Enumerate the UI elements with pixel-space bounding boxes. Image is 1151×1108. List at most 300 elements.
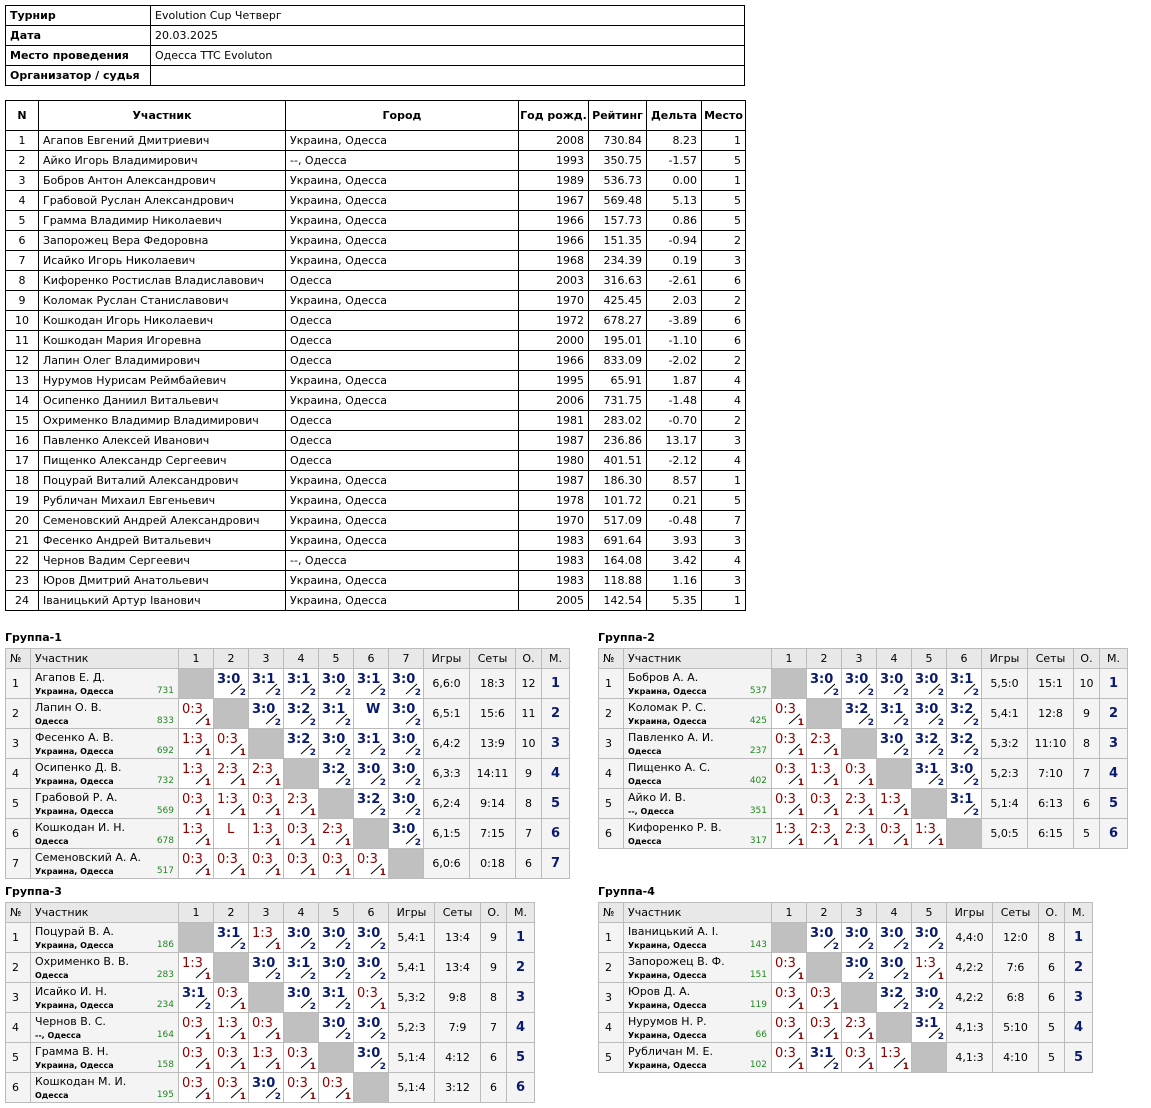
player-number: 4 [599, 759, 624, 789]
match-score: 0:3 [182, 702, 203, 717]
match-points: 1 [239, 748, 246, 758]
participant-cell: 536.73 [589, 171, 647, 191]
match-points: 1 [274, 808, 281, 818]
match-points: 2 [344, 1002, 351, 1012]
player-sets: 13:9 [470, 729, 516, 759]
player-sets: 6:15 [1028, 819, 1074, 849]
match-score: 3:0 [915, 926, 939, 941]
group-player-row [6, 669, 570, 699]
match-points: 1 [797, 838, 804, 848]
info-label: Дата [6, 26, 151, 46]
participant-cell: 2.03 [647, 291, 702, 311]
player-name: Исайко И. Н. [35, 985, 108, 998]
match-points: 1 [239, 778, 246, 788]
match-score: 3:0 [252, 1076, 276, 1091]
match-points: 2 [204, 1002, 211, 1012]
match-score: 0:3 [775, 1046, 796, 1061]
match-points: 1 [379, 868, 386, 878]
group-header-col: 1 [179, 903, 214, 923]
match-score: 0:3 [217, 986, 238, 1001]
participant-cell: 17 [6, 451, 39, 471]
player-sets: 12:8 [1028, 699, 1074, 729]
match-points: 1 [797, 1032, 804, 1042]
match-points: 1 [309, 1092, 316, 1102]
match-points: 2 [344, 748, 351, 758]
match-score: 3:0 [880, 732, 904, 747]
player-city: Украина, Одесса [628, 1061, 707, 1070]
match-result [284, 1043, 319, 1073]
match-result [912, 983, 947, 1013]
match-score: 0:3 [287, 1046, 308, 1061]
player-cell [624, 729, 772, 759]
group-header-row [6, 649, 570, 669]
participant-cell: 13 [6, 371, 39, 391]
match-score: 0:3 [775, 702, 796, 717]
group-header-col: 7 [389, 649, 424, 669]
participant-cell: Украина, Одесса [286, 131, 519, 151]
participant-cell: 13.17 [647, 431, 702, 451]
participant-cell: 19 [6, 491, 39, 511]
player-sets: 0:18 [470, 849, 516, 879]
match-score: 3:0 [322, 1016, 346, 1031]
participant-cell: Украина, Одесса [286, 291, 519, 311]
participant-cell: Павленко Алексей Иванович [39, 431, 286, 451]
player-number: 2 [599, 953, 624, 983]
group-header-col: 3 [842, 903, 877, 923]
player-name: Семеновский А. А. [35, 851, 141, 864]
match-result [214, 669, 249, 699]
match-points: 1 [239, 1002, 246, 1012]
participant-cell: 1966 [519, 211, 589, 231]
participant-cell: 6 [6, 231, 39, 251]
match-result [214, 923, 249, 953]
match-result [319, 669, 354, 699]
group-player-row [599, 983, 1093, 1013]
match-score: 2:3 [845, 792, 866, 807]
participant-cell: Украина, Одесса [286, 191, 519, 211]
player-number: 7 [6, 849, 31, 879]
info-label: Место проведения [6, 46, 151, 66]
match-points: 2 [344, 1032, 351, 1042]
match-points: 1 [867, 838, 874, 848]
group-player-row [599, 669, 1128, 699]
participant-cell: 1966 [519, 351, 589, 371]
player-points: 8 [1074, 729, 1100, 759]
match-score: 0:3 [287, 852, 308, 867]
group-title: Группа-4 [598, 885, 655, 898]
match-points: 2 [309, 972, 316, 982]
match-points: 1 [344, 838, 351, 848]
participant-cell: -1.57 [647, 151, 702, 171]
player-city: Украина, Одесса [628, 1001, 707, 1010]
match-score: 0:3 [810, 986, 831, 1001]
match-points: 1 [239, 1062, 246, 1072]
match-result [179, 789, 214, 819]
participant-cell: 3 [702, 531, 746, 551]
match-result [284, 819, 319, 849]
group-header-col: 4 [877, 903, 912, 923]
match-points: 1 [797, 972, 804, 982]
self-match-cell [842, 729, 877, 759]
group-player-row [599, 1043, 1093, 1073]
player-city: Украина, Одесса [35, 777, 114, 786]
match-result [319, 1013, 354, 1043]
player-cell [31, 983, 179, 1013]
group-header-col: 2 [214, 649, 249, 669]
group-header-name: Участник [624, 649, 772, 669]
participant-row [6, 391, 746, 411]
player-sets: 7:15 [470, 819, 516, 849]
match-points: 1 [204, 1062, 211, 1072]
match-score: 0:3 [810, 1016, 831, 1031]
participant-row [6, 251, 746, 271]
match-points: 2 [902, 718, 909, 728]
match-result [319, 983, 354, 1013]
match-result [354, 983, 389, 1013]
match-score: 3:1 [217, 926, 241, 941]
match-score: 3:0 [357, 926, 381, 941]
match-result [354, 1013, 389, 1043]
match-points: 2 [832, 688, 839, 698]
group-header-num: № [599, 903, 624, 923]
match-result [772, 699, 807, 729]
group-header-points: О. [481, 903, 507, 923]
player-games: 4,2:2 [947, 983, 993, 1013]
player-name: Поцурай В. А. [35, 925, 114, 938]
player-games: 5,4:1 [389, 953, 435, 983]
participant-row [6, 231, 746, 251]
match-score: 3:1 [950, 792, 974, 807]
player-place: 2 [1065, 953, 1093, 983]
participant-cell: Одесса [286, 411, 519, 431]
player-number: 4 [6, 1013, 31, 1043]
participant-cell: Пищенко Александр Сергеевич [39, 451, 286, 471]
match-score: 1:3 [915, 956, 936, 971]
player-points: 7 [481, 1013, 507, 1043]
match-points: 1 [239, 1032, 246, 1042]
match-result [214, 983, 249, 1013]
match-score: 3:0 [357, 1016, 381, 1031]
player-points: 10 [1074, 669, 1100, 699]
group-header-col: 3 [249, 649, 284, 669]
match-points: 1 [239, 1092, 246, 1102]
player-place: 4 [542, 759, 570, 789]
match-points: 2 [414, 718, 421, 728]
participant-cell: 5 [702, 491, 746, 511]
player-city: Украина, Одесса [35, 867, 114, 876]
participant-cell: 3.93 [647, 531, 702, 551]
participant-cell: Грамма Владимир Николаевич [39, 211, 286, 231]
match-score: 0:3 [845, 1046, 866, 1061]
match-result [912, 819, 947, 849]
participant-cell: Украина, Одесса [286, 251, 519, 271]
group-header-col: 6 [354, 903, 389, 923]
match-score: 0:3 [182, 792, 203, 807]
group-header-points: О. [516, 649, 542, 669]
match-result [807, 819, 842, 849]
player-city: Украина, Одесса [628, 1031, 707, 1040]
participant-cell: 11 [6, 331, 39, 351]
group-player-row [599, 789, 1128, 819]
group-player-row [599, 1013, 1093, 1043]
player-points: 9 [1074, 699, 1100, 729]
match-score: 3:0 [915, 986, 939, 1001]
player-points: 12 [516, 669, 542, 699]
match-points: 1 [344, 1092, 351, 1102]
match-points: 2 [379, 1032, 386, 1042]
player-place: 1 [1100, 669, 1128, 699]
player-sets: 15:6 [470, 699, 516, 729]
participant-cell: 24 [6, 591, 39, 611]
player-name: Грамма В. Н. [35, 1045, 109, 1058]
player-place: 4 [507, 1013, 535, 1043]
participant-row [6, 551, 746, 571]
match-points: 2 [972, 718, 979, 728]
player-city: Одесса [35, 717, 69, 726]
match-score: 3:0 [357, 956, 381, 971]
group-player-row [599, 729, 1128, 759]
participant-cell: Украина, Одесса [286, 591, 519, 611]
group-header-row [6, 903, 535, 923]
group-header-col: 4 [284, 649, 319, 669]
match-score: 3:0 [322, 672, 346, 687]
match-score: 2:3 [217, 762, 238, 777]
participant-row [6, 171, 746, 191]
match-result [249, 923, 284, 953]
match-score: 0:3 [880, 822, 901, 837]
match-points: 2 [937, 748, 944, 758]
match-result [284, 789, 319, 819]
match-score: 3:0 [392, 732, 416, 747]
match-points: 2 [902, 1002, 909, 1012]
match-result [389, 819, 424, 849]
match-points: 2 [309, 748, 316, 758]
participant-cell: 2 [702, 411, 746, 431]
player-number: 3 [6, 983, 31, 1013]
match-result [319, 849, 354, 879]
participant-cell: Украина, Одесса [286, 211, 519, 231]
player-sets: 14:11 [470, 759, 516, 789]
participant-cell: 4 [702, 551, 746, 571]
participant-cell: Семеновский Андрей Александрович [39, 511, 286, 531]
match-result [807, 759, 842, 789]
participant-row [6, 511, 746, 531]
player-number: 6 [6, 819, 31, 849]
match-points: 1 [274, 942, 281, 952]
match-score: 3:0 [915, 672, 939, 687]
player-points: 8 [1039, 923, 1065, 953]
match-result [807, 923, 842, 953]
player-games: 4,1:3 [947, 1043, 993, 1073]
match-result [947, 759, 982, 789]
participant-cell: 101.72 [589, 491, 647, 511]
participants-header: Рейтинг [589, 101, 647, 131]
participant-cell: 1983 [519, 571, 589, 591]
group-header-games: Игры [982, 649, 1028, 669]
player-rating: 237 [749, 746, 767, 756]
participant-cell: 0.19 [647, 251, 702, 271]
participant-cell: 2 [6, 151, 39, 171]
player-city: Украина, Одесса [628, 687, 707, 696]
player-cell [31, 1043, 179, 1073]
participant-cell: 118.88 [589, 571, 647, 591]
participant-cell: Одесса [286, 311, 519, 331]
player-points: 9 [516, 759, 542, 789]
player-rating: 102 [749, 1060, 767, 1070]
match-points: 2 [239, 942, 246, 952]
match-score: 2:3 [810, 822, 831, 837]
participant-cell: 1 [702, 171, 746, 191]
match-score: 1:3 [880, 1046, 901, 1061]
match-score: 0:3 [217, 852, 238, 867]
match-result [319, 1073, 354, 1103]
match-result [214, 759, 249, 789]
player-place: 5 [507, 1043, 535, 1073]
participant-cell: -0.70 [647, 411, 702, 431]
match-score: 3:1 [950, 672, 974, 687]
match-score: 3:0 [392, 822, 416, 837]
match-score: 3:1 [810, 1046, 834, 1061]
match-result [842, 953, 877, 983]
match-points: 2 [309, 942, 316, 952]
player-rating: 678 [156, 836, 174, 846]
player-points: 6 [1039, 953, 1065, 983]
participant-row [6, 591, 746, 611]
player-number: 4 [6, 759, 31, 789]
match-score: 3:0 [810, 672, 834, 687]
match-points: 2 [344, 688, 351, 698]
group-player-row [599, 953, 1093, 983]
player-rating: 164 [156, 1030, 174, 1040]
participant-cell: Охрименко Владимир Владимирович [39, 411, 286, 431]
participant-row [6, 311, 746, 331]
group-header-games: Игры [947, 903, 993, 923]
player-city: Украина, Одесса [35, 747, 114, 756]
participant-cell: Украина, Одесса [286, 171, 519, 191]
group-header-col: 2 [807, 903, 842, 923]
participant-cell: 2008 [519, 131, 589, 151]
group-header-col: 6 [947, 649, 982, 669]
player-number: 2 [6, 699, 31, 729]
match-result [319, 953, 354, 983]
participant-cell: 350.75 [589, 151, 647, 171]
match-score: 2:3 [845, 822, 866, 837]
participant-cell: 730.84 [589, 131, 647, 151]
participant-cell: 425.45 [589, 291, 647, 311]
player-cell [31, 923, 179, 953]
match-result [912, 953, 947, 983]
participant-cell: 1980 [519, 451, 589, 471]
info-row [6, 6, 745, 26]
participant-cell: 8 [6, 271, 39, 291]
participant-cell: 6 [702, 331, 746, 351]
match-points: 2 [379, 748, 386, 758]
group-header-col: 1 [179, 649, 214, 669]
player-city: Одесса [35, 1091, 69, 1100]
match-points: 2 [344, 942, 351, 952]
participant-cell: Поцурай Виталий Александрович [39, 471, 286, 491]
match-score: 3:0 [217, 672, 241, 687]
match-result [877, 699, 912, 729]
player-number: 5 [6, 1043, 31, 1073]
match-score: 1:3 [880, 792, 901, 807]
group-player-row [6, 1013, 535, 1043]
group-header-col: 3 [842, 649, 877, 669]
match-score: 3:0 [392, 792, 416, 807]
participant-cell: 6 [702, 271, 746, 291]
self-match-cell [319, 1043, 354, 1073]
player-city: Украина, Одесса [628, 941, 707, 950]
match-points: 1 [204, 838, 211, 848]
participant-cell: 22 [6, 551, 39, 571]
player-number: 1 [599, 923, 624, 953]
match-result [947, 729, 982, 759]
self-match-cell [354, 1073, 389, 1103]
player-sets: 7:10 [1028, 759, 1074, 789]
player-games: 5,5:0 [982, 669, 1028, 699]
match-points: 1 [832, 838, 839, 848]
match-score: 3:0 [357, 1046, 381, 1061]
self-match-cell [284, 1013, 319, 1043]
group-header-place: М. [1100, 649, 1128, 669]
match-score: 0:3 [357, 852, 378, 867]
player-place: 6 [542, 819, 570, 849]
match-result [214, 729, 249, 759]
match-result [842, 923, 877, 953]
match-result [877, 953, 912, 983]
match-points: 2 [867, 972, 874, 982]
match-result [249, 1073, 284, 1103]
player-cell [624, 759, 772, 789]
player-points: 8 [516, 789, 542, 819]
player-city: Одесса [35, 971, 69, 980]
participant-cell: 1970 [519, 511, 589, 531]
participant-cell: Украина, Одесса [286, 511, 519, 531]
match-result [319, 699, 354, 729]
match-score: 2:3 [810, 732, 831, 747]
player-sets: 4:10 [993, 1043, 1039, 1073]
group-player-row [6, 819, 570, 849]
participant-cell: 142.54 [589, 591, 647, 611]
match-score: 3:2 [845, 702, 869, 717]
group-header-place: М. [542, 649, 570, 669]
participant-row [6, 131, 746, 151]
participant-cell: 8.57 [647, 471, 702, 491]
group-player-row [6, 789, 570, 819]
match-result [319, 923, 354, 953]
self-match-cell [877, 1013, 912, 1043]
match-score: 1:3 [775, 822, 796, 837]
match-score: 2:3 [287, 792, 308, 807]
match-score: 1:3 [217, 1016, 238, 1031]
group-table [598, 648, 1128, 849]
match-points: 2 [344, 718, 351, 728]
player-place: 6 [507, 1073, 535, 1103]
participant-cell: Одесса [286, 431, 519, 451]
player-city: Украина, Одесса [628, 717, 707, 726]
match-points: 2 [414, 778, 421, 788]
match-score: 3:2 [915, 732, 939, 747]
match-score: 0:3 [357, 986, 378, 1001]
match-points: 2 [239, 688, 246, 698]
player-city: Украина, Одесса [35, 807, 114, 816]
match-points: 2 [274, 718, 281, 728]
self-match-cell [249, 729, 284, 759]
player-games: 5,2:3 [982, 759, 1028, 789]
participant-cell: Чернов Вадим Сергеевич [39, 551, 286, 571]
group-header-num: № [6, 649, 31, 669]
player-cell [624, 789, 772, 819]
